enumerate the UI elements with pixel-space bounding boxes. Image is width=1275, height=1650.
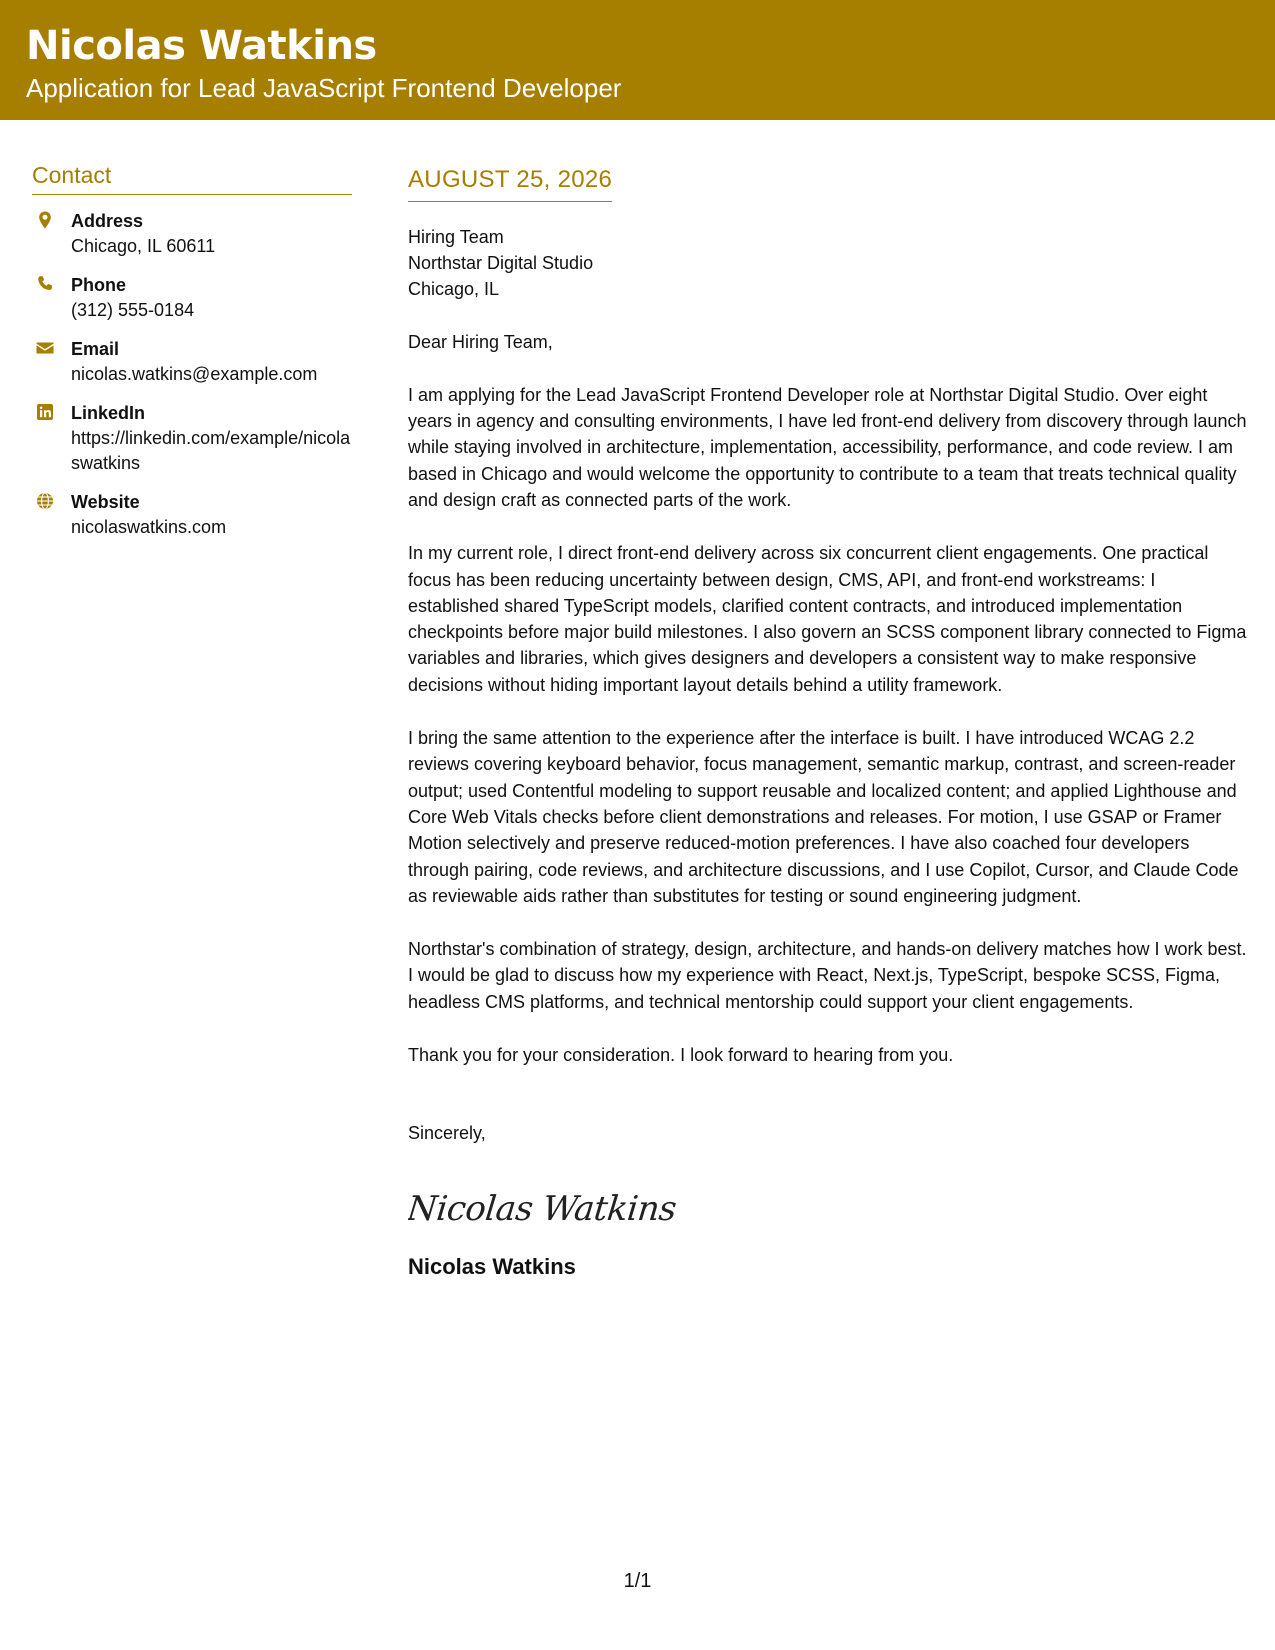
handwritten-signature [408, 1184, 1248, 1234]
body-paragraph: In my current role, I direct front-end delivery across six concurrent client engagements. One practical focus has been reducing uncertainty between design, CMS, API, and front-end workstreams: I established shared TypeScript models, clarified content contracts, and introduced implementation checkpoints before major build milestones. I also govern an SCSS component library connected to Figma variables and libraries, which gives designers and developers a consistent way to make responsive decisions without hiding important layout details behind a utility framework. [408, 543, 1247, 695]
body-paragraph: I am applying for the Lead JavaScript Frontend Developer role at Northstar Digital Studio. Over eight years in agency and consulting environments, I have led front-end delivery from discovery through launch while staying involved in architecture, implementation, accessibility, performance, and code review. I am based in Chicago and would welcome the opportunity to contribute to a team that treats technical quality and design craft as connected parts of the work. [408, 384, 1247, 510]
globe-icon [35, 491, 55, 511]
contact-heading: Contact [32, 162, 352, 195]
body-paragraph: Thank you for your consideration. I look forward to hearing from you. [408, 1045, 954, 1066]
letter-body [408, 166, 1248, 1281]
signer-name: Nicolas Watkins [408, 1254, 576, 1280]
recipient-line: Northstar Digital Studio [408, 252, 594, 273]
contact-website [32, 490, 352, 540]
address-value: Chicago, IL 60611 [71, 235, 216, 256]
signature-text: Nicolas Watkins [408, 1189, 678, 1230]
contact-phone [32, 273, 352, 323]
body-paragraph: I bring the same attention to the experience after the interface is built. I have introduced WCAG 2.2 reviews covering keyboard behavior, focus management, semantic markup, contrast, and screen-reader output; used Contentful modeling to support reusable and localized content; and applied Lighthouse and Core Web Vitals checks before client demonstrations and releases. For motion, I use GSAP or Framer Motion selectively and preserve reduced-motion preferences. I have also coached four developers through pairing, code reviews, and architecture discussions, and I use Copilot, Cursor, and Claude Code as reviewable aids rather than substitutes for testing or sound engineering judgment. [408, 728, 1239, 906]
page-number: 1/1 [623, 1570, 652, 1592]
contact-email [32, 337, 352, 387]
email-value[interactable]: nicolas.watkins@example.com [71, 363, 318, 384]
body-paragraph: Northstar's combination of strategy, design, architecture, and hands-on delivery matches how I work best. I would be glad to discuss how my experience with React, Next.js, TypeScript, bespoke SCSS, Figma, headless CMS platforms, and technical mentorship could support your client engagements. [408, 939, 1247, 1012]
recipient-line: Hiring Team [408, 226, 504, 247]
address-label: Address [71, 210, 144, 231]
phone-value: (312) 555-0184 [71, 299, 195, 320]
letter-header [0, 0, 1275, 120]
phone-label: Phone [71, 274, 127, 295]
applicant-name: Nicolas Watkins [26, 23, 377, 69]
website-label: Website [71, 491, 140, 512]
linkedin-value[interactable]: https://linkedin.com/example/nicolaswatkins [71, 427, 351, 473]
letter-date: AUGUST 25, 2026 [408, 166, 612, 202]
map-pin-icon [35, 210, 55, 230]
email-label: Email [71, 338, 120, 359]
linkedin-icon [35, 402, 55, 422]
recipient-block [408, 224, 1248, 302]
contact-linkedin [32, 401, 352, 476]
phone-icon [35, 274, 55, 294]
contact-sidebar [32, 162, 352, 540]
envelope-icon [35, 338, 55, 358]
application-subtitle: Application for Lead JavaScript Frontend Developer [26, 73, 622, 103]
website-value[interactable]: nicolaswatkins.com [71, 516, 227, 537]
contact-address [32, 209, 352, 259]
linkedin-label: LinkedIn [71, 402, 146, 423]
salutation: Dear Hiring Team, [408, 331, 553, 352]
recipient-line: Chicago, IL [408, 278, 500, 299]
closing: Sincerely, [408, 1123, 486, 1144]
